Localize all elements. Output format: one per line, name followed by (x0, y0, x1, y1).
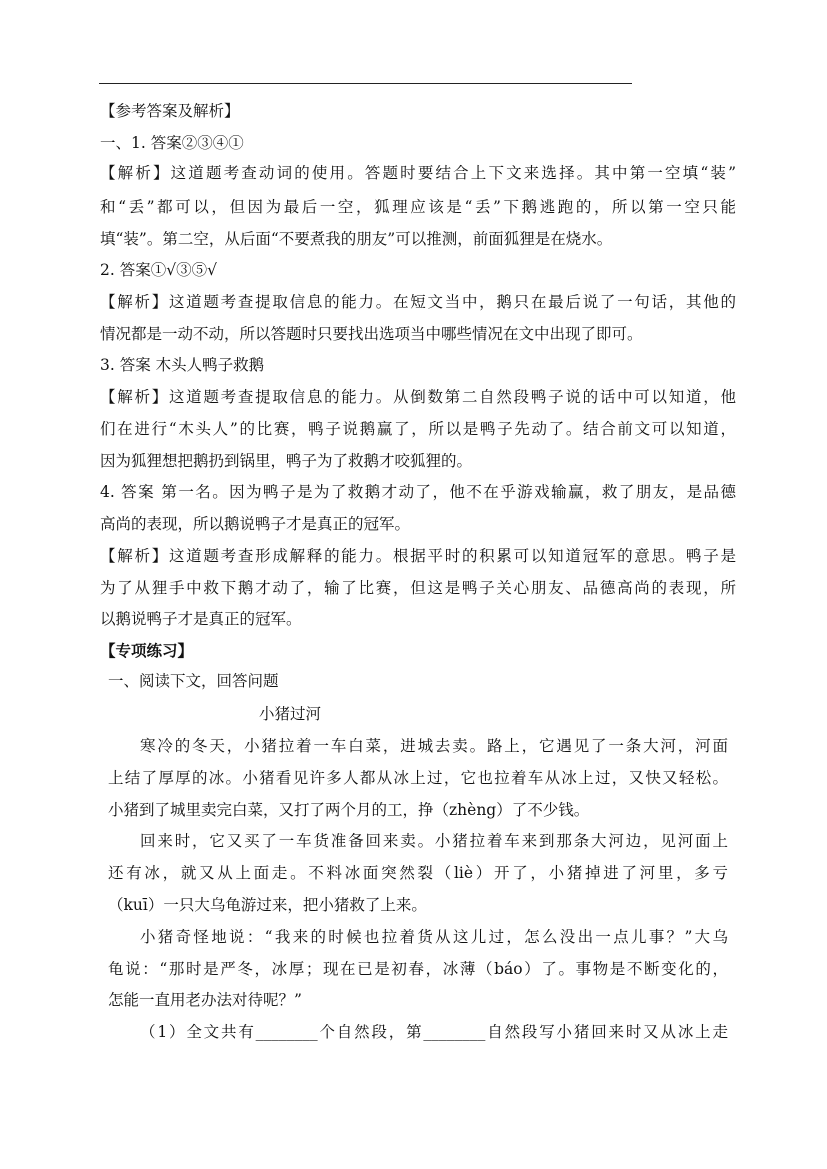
exercise-instruction: 一、阅读下文，回答问题 (108, 672, 279, 690)
analysis-2-line-1: 【解析】这道题考查提取信息的能力。在短文当中，鹅只在最后说了一句话，其他的 (100, 293, 736, 311)
analysis-3-line-2: 们在进行“木头人”的比赛，鸭子说鹅赢了，所以是鸭子先动了。结合前文可以知道， (100, 420, 736, 438)
answer-3: 3. 答案 木头人鸭子救鹅 (100, 356, 265, 374)
analysis-1-line-3: 填“装”。第二空，从后面“不要煮我的朋友”可以推测，前面狐狸是在烧水。 (100, 230, 613, 248)
section-heading-answers: 【参考答案及解析】 (100, 102, 240, 120)
story-para-1-line-2: 上结了厚厚的冰。小猪看见许多人都从冰上过，它也拉着车从冰上过，又快又轻松。 (108, 769, 728, 787)
story-para-2-line-1: 回来时，它又买了一车货准备回来卖。小猪拉着车来到那条大河边，见河面上 (140, 832, 728, 850)
analysis-3-line-1: 【解析】这道题考查提取信息的能力。从倒数第二自然段鸭子说的话中可以知道，他 (100, 388, 736, 406)
section-heading-practice: 【专项练习】 (100, 641, 194, 660)
answer-4-line-2: 高尚的表现，所以鹅说鸭子才是真正的冠军。 (100, 515, 411, 533)
analysis-2-line-2: 情况都是一动不动，所以答题时只要找出选项当中哪些情况在文中出现了即可。 (100, 325, 643, 343)
analysis-1-line-1: 【解析】这道题考查动词的使用。答题时要结合上下文来选择。其中第一空填“装” (100, 164, 736, 182)
answer-4-line-1: 4. 答案 第一名。因为鸭子是为了救鹅才动了，他不在乎游戏输赢，救了朋友，是品德 (100, 483, 736, 501)
story-para-2-line-2: 还有冰，就又从上面走。不料冰面突然裂（liè）开了，小猪掉进了河里，多亏 (108, 864, 728, 882)
analysis-4-line-3: 以鹅说鸭子才是真正的冠军。 (100, 610, 302, 628)
story-para-3-line-2: 龟说：“那时是严冬，冰厚；现在已是初春，冰薄（báo）了。事物是不断变化的， (108, 960, 728, 978)
story-para-1-line-1: 寒冷的冬天，小猪拉着一车白菜，进城去卖。路上，它遇见了一条大河，河面 (140, 737, 728, 755)
analysis-4-line-1: 【解析】这道题考查形成解释的能力。根据平时的积累可以知道冠军的意思。鸭子是 (100, 547, 736, 565)
story-para-3-line-3: 怎能一直用老办法对待呢？” (108, 991, 302, 1009)
header-rule (99, 83, 632, 84)
story-para-1-line-3: 小猪到了城里卖完白菜，又打了两个月的工，挣（zhèng）了不少钱。 (108, 801, 590, 819)
answer-1: 一、1. 答案②③④① (100, 134, 244, 152)
story-title: 小猪过河 (259, 705, 322, 723)
question-1: （1）全文共有________个自然段，第________自然段写小猪回来时又从冰上走 (140, 1023, 728, 1041)
story-para-3-line-1: 小猪奇怪地说：“我来的时候也拉着货从这儿过，怎么没出一点儿事？”大乌 (140, 928, 728, 946)
analysis-3-line-3: 因为狐狸想把鹅扔到锅里，鸭子为了救鹅才咬狐狸的。 (100, 452, 473, 470)
analysis-1-line-2: 和“丢”都可以，但因为最后一空，狐理应该是“丢”下鹅逃跑的，所以第一空只能 (100, 198, 736, 216)
analysis-4-line-2: 为了从狸手中救下鹅才动了，输了比赛，但这是鸭子关心朋友、品德高尚的表现，所 (100, 579, 736, 597)
answer-2: 2. 答案①√③⑤√ (100, 261, 217, 279)
story-para-2-line-3: （kuī）一只大乌龟游过来，把小猪救了上来。 (108, 896, 427, 914)
